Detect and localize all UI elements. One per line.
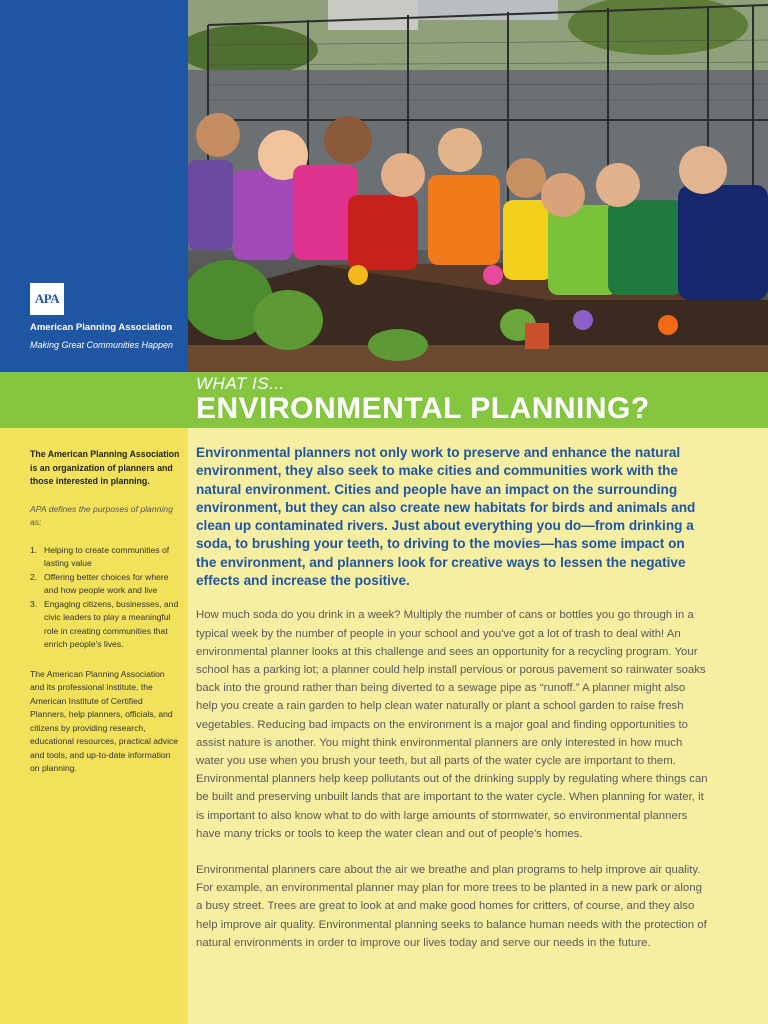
sidebar-defines: APA defines the purposes of planning as: — [30, 503, 173, 527]
apa-logo: APA — [30, 283, 64, 315]
list-item: 1. Helping to create communities of lasting value — [30, 544, 170, 568]
org-tagline: Making Great Communities Happen — [30, 340, 174, 350]
garden-kids-illustration — [188, 0, 768, 372]
lede-paragraph: Environmental planners not only work to preserve and enhance the natural environment, they also seek to make cities and communities work with the natural environment. Cities and people have an impact on the surrounding environment, but they can also create new habitats for birds and animals and clean up contaminated rivers. Just about everything you do—from drinking a soda, to brushing your teeth, to driving to the movies—has some impact on the environment, and planners look for creative ways to lessen the negative effects and increase the positive. — [196, 445, 696, 589]
sidebar-closing: The American Planning Association and its professional institute, the American Institute of Certified Planners, help planners, officials, and citizens by providing research, educational resources, practical advice and tools, and up-to-date information on planning. — [30, 668, 179, 773]
list-item: 2. Offering better choices for where and how people work and live — [30, 571, 169, 595]
org-name: American Planning Association — [30, 322, 173, 333]
body-paragraph-2: Environmental planners care about the air we breathe and plan programs to help improve air quality. For example, an environmental planner may plan for more trees to be planted in a new park or along a busy street. Trees are great to look at and make good homes for critters, of course, and they also help improve air quality. Environmental planning seeks to balance human needs with the protection of natural environments in order to improve our lives today and serve our needs in the future. — [196, 864, 707, 949]
body-paragraph-1: How much soda do you drink in a week? Multiply the number of cans or bottles you go through in a typical week by the number of people in your school and you've got a lot of trash to deal with! An environmental planner looks at this challenge and sees an opportunity for a recycling program. Your school has a parking lot; a planner could help install pervious or porous pavement so rainwater soaks back into the ground rather than being diverted to a sewage pipe as “runoff.” A planner might also help you create a rain garden to help clean water naturally or plant a school garden to raise fresh vegetables. Reducing bad impacts on the environment is a major goal and finding opportunities to assist nature is another. You might think environmental planners are only interested in how much water you use when you brush your teeth, but all parts of the water cycle are important to them. Environmental planners help keep pollutants out of the drinking supply by regulating where things can be built and preserving unbuilt lands that are important to the water cycle. When planning for water, it is important to also know what to do with large amounts of stormwater, so environmental planners have many tricks or tools to keep the water clean and out of people's homes. — [196, 609, 708, 840]
hero-photo — [188, 0, 768, 372]
page-title: ENVIRONMENTAL PLANNING? — [196, 392, 650, 425]
title-kicker: WHAT IS... — [196, 374, 285, 393]
main-content — [196, 444, 708, 970]
brand-panel — [0, 0, 188, 372]
list-item: 3. Engaging citizens, businesses, and civic leaders to play a meaningful role in creating communities that enrich people's lives. — [30, 598, 179, 649]
purposes-list — [30, 544, 180, 652]
sidebar — [0, 428, 188, 1024]
sidebar-intro: The American Planning Association is an organization of planners and those interested in planning. — [30, 449, 180, 486]
